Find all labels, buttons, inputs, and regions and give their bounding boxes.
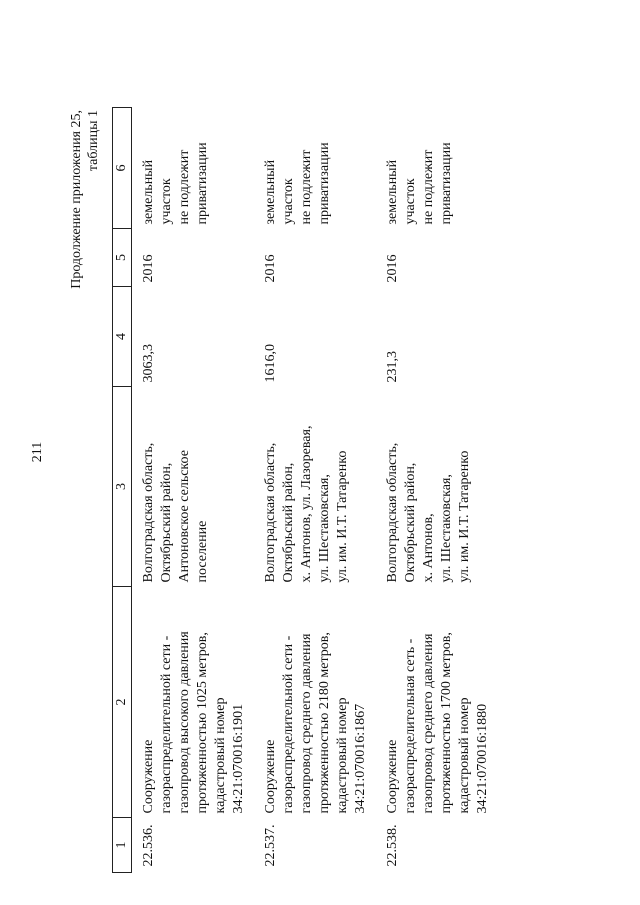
object-value: 3063,3	[141, 344, 156, 383]
caption-line-1: Продолжение приложения 25,	[69, 110, 84, 289]
table-row	[132, 108, 255, 873]
column-number-row	[113, 108, 132, 873]
object-address: Волгоградская область, Октябрьский район, Антоновское сельское поселение	[141, 442, 210, 583]
column-header-1: 1	[113, 818, 132, 873]
table-row	[254, 108, 376, 873]
column-header-2: 2	[113, 587, 132, 818]
object-year: 2016	[385, 254, 400, 283]
object-value: 231,3	[385, 351, 400, 383]
object-address: Волгоградская область, Октябрьский район, х. Антонов, ул. Шестаковская, ул. им. И.Т. Татаренко	[385, 442, 472, 583]
row-number: 22.537.	[263, 824, 278, 867]
table-row	[376, 108, 498, 873]
object-note: земельный участок не подлежит приватизации	[385, 142, 454, 225]
column-header-4: 4	[113, 287, 132, 387]
object-year: 2016	[263, 254, 278, 283]
object-note: земельный участок не подлежит приватизации	[141, 142, 210, 225]
row-number: 22.538.	[385, 824, 400, 867]
object-name: Сооружение газораспределительная сеть - газопровод среднего давления протяженностью 1700 метров, кадастровый номер 34:21:070016:1880	[385, 632, 490, 814]
object-value: 1616,0	[263, 344, 278, 383]
rotated-page-content	[50, 108, 525, 873]
object-year: 2016	[141, 254, 156, 283]
column-header-6: 6	[113, 108, 132, 229]
table-caption	[68, 110, 102, 289]
caption-line-2: таблицы 1	[86, 110, 101, 172]
column-header-3: 3	[113, 387, 132, 587]
object-address: Волгоградская область, Октябрьский район, х. Антонов, ул. Лазоревая, ул. Шестаковская, ул. им. И.Т. Татаренко	[263, 425, 350, 583]
object-note: земельный участок не подлежит приватизации	[263, 142, 332, 225]
object-name: Сооружение газораспределительной сети - газопровод высокого давления протяженностью 1025 метров, кадастровый номер 34:21:070016:1901	[141, 631, 246, 814]
row-number: 22.536.	[141, 824, 156, 867]
object-name: Сооружение газораспределительной сети - газопровод среднего давления протяженностью 2180 метров, кадастровый номер 34:21:070016:1867	[263, 632, 368, 814]
page-number: 211	[30, 441, 45, 463]
property-table	[112, 107, 498, 873]
column-header-5: 5	[113, 229, 132, 287]
